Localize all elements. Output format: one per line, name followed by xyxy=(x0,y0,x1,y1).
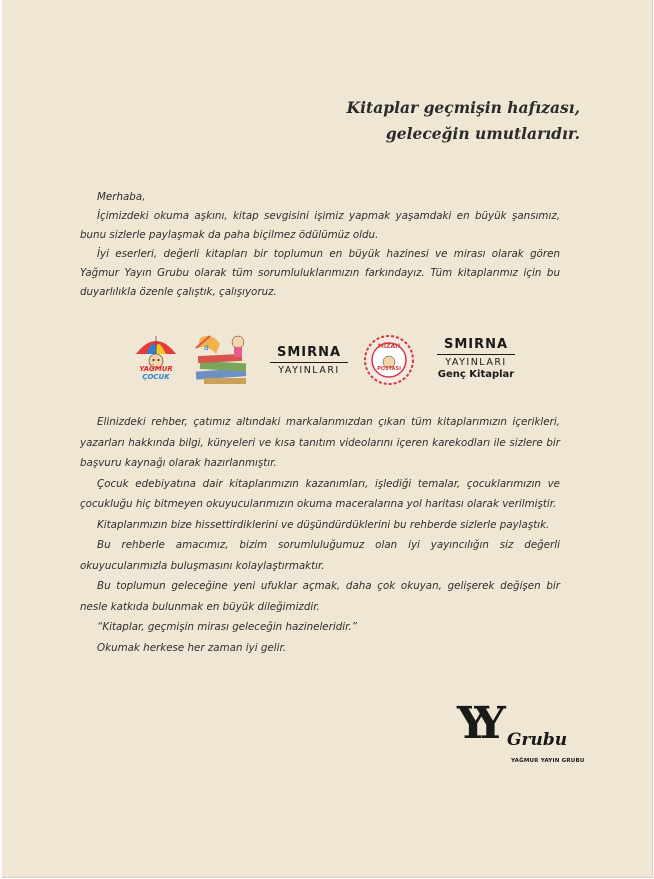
smirna-yayinlari-logo xyxy=(270,346,348,376)
body-letter xyxy=(80,412,560,658)
smirna-genc-subtitle: YAYINLARI xyxy=(445,357,507,368)
books-illustration xyxy=(190,330,256,388)
smirna-genc-sub: Genç Kitaplar xyxy=(437,369,515,380)
body-quote-line: “Kitaplar, geçmişin mirası geleceğin hazineleridir.” xyxy=(97,621,358,633)
yagmur-cocuk-line1: YAĞMUR xyxy=(139,365,173,373)
header-quote xyxy=(347,95,580,147)
smirna-title: SMIRNA xyxy=(276,345,342,360)
svg-text:a: a xyxy=(204,343,209,352)
quote-line-1: Kitaplar geçmişin hafızası, xyxy=(346,98,580,117)
body-paragraph-2: Çocuk edebiyatına dair kitaplarımızın kazanımları, işlediği temalar, çocuklarımızın ve çocukluğu hiç bitmeyen okuyucularımızın okuma maceralarına yol haritası olarak verilmiştir. xyxy=(80,477,560,510)
intro-paragraph-2: İyi eserleri, değerli kitapları bir toplumun en büyük hazinesi ve mirası olarak gören Yağmur Yayın Grubu olarak tüm sorumluluklarımızın farkındayız. Tüm kitaplarımız için bu duyarlılıkla özenle çalıştık, çalışıyoruz. xyxy=(80,248,560,298)
body-paragraph-3: Kitaplarımızın bize hissettirdiklerini ve düşündürdüklerini bu rehberde sizlerle paylaştık. xyxy=(97,518,550,531)
yy-mark: YY xyxy=(457,698,492,749)
smirna-subtitle: YAYINLARI xyxy=(278,365,340,376)
yagmur-yayin-grubu-text: YAĞMUR YAYIN GRUBU xyxy=(511,758,585,764)
grubu-word: Grubu xyxy=(507,730,568,750)
page xyxy=(2,0,653,878)
body-paragraph-4: Bu rehberle amacımız, bizim sorumluluğumuz olan iyi yayıncılığın siz değerli okuyucularımızla buluşmasını kolaylaştırmaktır. xyxy=(80,539,560,572)
body-paragraph-1: Elinizdeki rehber, çatımız altındaki markalarımızdan çıkan tüm kitaplarımızın içerikleri, yazarları hakkında bilgi, künyeleri ve kısa tanıtım videolarını içeren karekodları ile sizlere bir başvuru kaynağı olarak hazırlanmıştır. xyxy=(80,416,560,469)
body-closing-line: Okumak herkese her zaman iyi gelir. xyxy=(97,641,286,654)
greeting: Merhaba, xyxy=(97,191,146,203)
mizah-line1: MİZAH xyxy=(377,343,401,350)
quote-line-2: geleceğin umutlarıdır. xyxy=(385,124,580,143)
body-paragraph-5: Bu toplumun geleceğine yeni ufuklar açmak, daha çok okuyan, gelişerek değişen bir nesle katkıda bulunmak en büyük dileğimizdir. xyxy=(80,580,560,613)
yagmur-cocuk-logo xyxy=(132,332,180,384)
mizah-postasi-logo xyxy=(360,334,418,386)
yy-grubu-signature-logo xyxy=(457,698,585,773)
intro-letter xyxy=(80,188,560,302)
intro-paragraph-1: İçimizdeki okuma aşkını, kitap sevgisini işimiz yapmak yaşamdaki en büyük şansımız, bunu sizlerle paylaşmak da paha biçilmez ödülümüz oldu. xyxy=(80,210,560,241)
smirna-genc-title: SMIRNA xyxy=(443,337,509,352)
mizah-line2: POSTASI xyxy=(377,366,401,372)
smirna-genc-logo xyxy=(437,338,515,381)
brand-logos xyxy=(132,330,532,390)
yagmur-cocuk-line2: ÇOCUK xyxy=(142,373,170,381)
books-icon xyxy=(190,330,256,388)
